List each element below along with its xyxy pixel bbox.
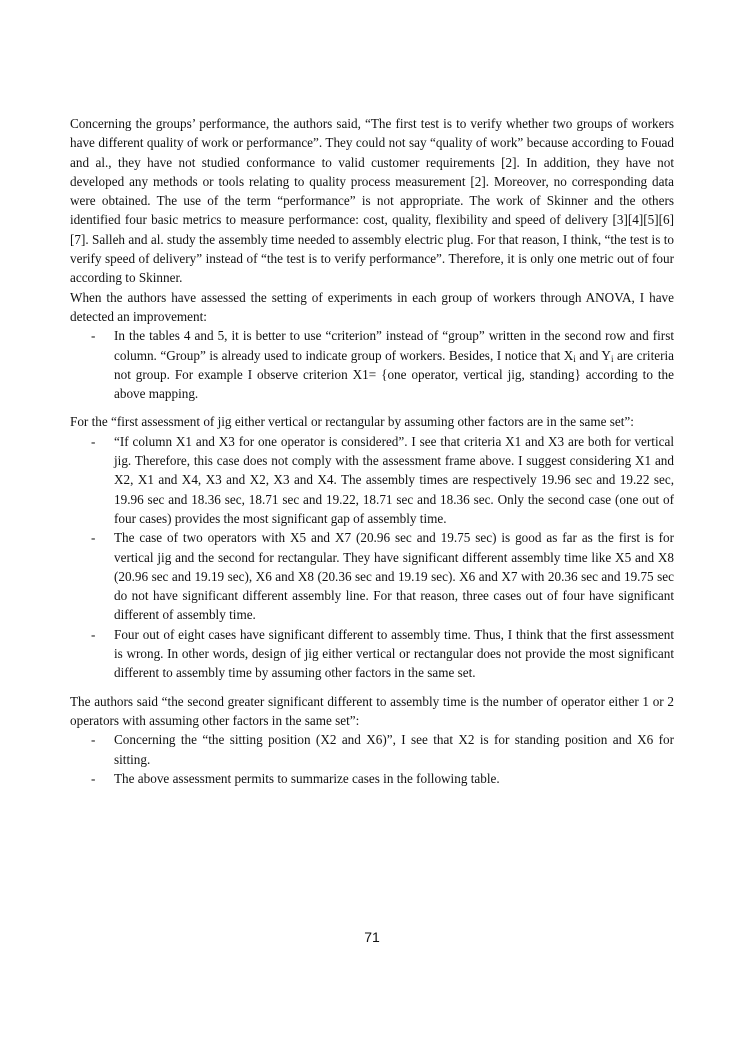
paragraph-anova: When the authors have assessed the setting of experiments in each group of workers through ANOVA, I have detected an improvement: xyxy=(70,289,674,324)
paragraph-first-assessment: For the “first assessment of jig either vertical or rectangular by assuming other factors are in the same set”: xyxy=(70,414,634,430)
list-item: - “If column X1 and X3 for one operator is considered”. I see that criteria X1 and X3 are both for vertical jig. Therefore, this case does not comply with the assessment frame above. I suggest considering X1 and X2, X1 and X4, X3 and X2, X3 and X4. The assembly times are respectively 19.96 sec and 19.22 sec, 19.96 sec and 18.36 sec, 18.71 sec and 19.22, 18.71 sec and 18.36 sec. Only the second case (one out of four cases) provides the most significant gap of assembly time. xyxy=(70,432,674,528)
list-item: - Four out of eight cases have significant different to assembly time. Thus, I think that the first assessment is wrong. In other words, design of jig either vertical or rectangular does not provide the most significant different to assembly time by assuming other factors in the same set. xyxy=(70,625,674,683)
list-item-text: are criteria not group. For example I observe criterion X1= {one operator, vertical jig, standing} according to the above mapping. xyxy=(114,347,674,402)
list-item: - The case of two operators with X5 and X7 (20.96 sec and 19.75 sec) is good as far as the first is for vertical jig and the second for rectangular. They have significant different assembly time like X5 and X8 (20.96 sec and 19.19 sec), X6 and X8 (20.36 sec and 19.19 sec). X6 and X7 with 20.36 sec and 19.75 sec do not have significant different assembly line. For that reason, three cases out of four have significant different of assembly time. xyxy=(70,528,674,624)
subscript: i xyxy=(573,353,576,364)
list-item xyxy=(70,326,674,403)
list-item-text: In the tables 4 and 5, it is better to use “criterion” instead of “group” written in the second row and first column. “Group” is already used to indicate group of workers. Besides, I notice that X xyxy=(114,328,674,363)
first-assessment-list xyxy=(70,432,674,683)
list-item: - The above assessment permits to summarize cases in the following table. xyxy=(70,769,674,788)
paragraph-second-assessment: The authors said “the second greater significant different to assembly time is the number of operator either 1 or 2 operators with assuming other factors in the same set”: xyxy=(70,693,674,728)
page-number: 71 xyxy=(364,929,380,945)
list-item: - Concerning the “the sitting position (X2 and X6)”, I see that X2 is for standing position and X6 for sitting. xyxy=(70,730,674,769)
list-item-text: and Y xyxy=(575,347,611,363)
improvement-list xyxy=(70,326,674,403)
page-body xyxy=(70,114,674,788)
paragraph-performance: Concerning the groups’ performance, the authors said, “The first test is to verify whether two groups of workers have different quality of work or performance”. They could not say “quality of work” because according to Fouad and al., they have not studied conformance to valid customer requirements [2]. In addition, they have not developed any methods or tools relating to quality process measurement [2]. Moreover, no corresponding data were obtained. The use of the term “performance” is not appropriate. The work of Skinner and the others identified four basic metrics to measure performance: cost, quality, flexibility and speed of delivery [3][4][5][6][7]. Salleh and al. study the assembly time needed to assembly electric plug. For that reason, I think, “the test is to verify speed of delivery” instead of “the test is to verify performance”. Therefore, it is only one metric out of four according to Skinner. xyxy=(70,116,674,286)
second-assessment-list xyxy=(70,730,674,788)
subscript: i xyxy=(610,353,614,364)
